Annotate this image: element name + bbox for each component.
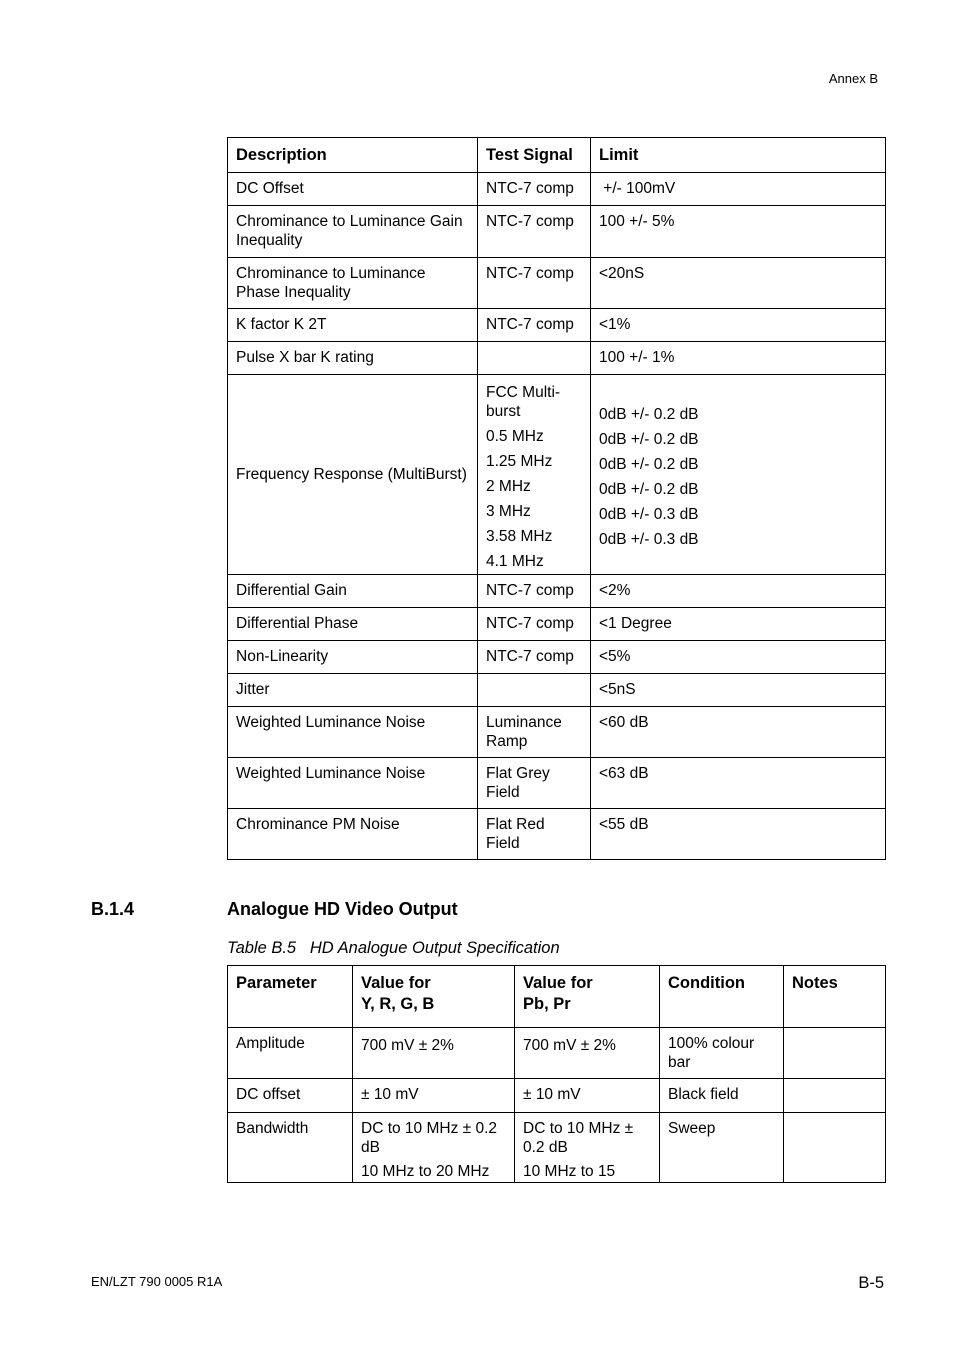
limit-line: 0dB +/- 0.3 dB	[599, 506, 699, 523]
limit-cell: <5%	[591, 641, 886, 674]
yrgb-cell	[353, 1028, 515, 1079]
running-header: Annex B	[828, 71, 878, 86]
hd-output-spec-table	[227, 965, 886, 1183]
document-id: EN/LZT 790 0005 R1A	[91, 1274, 223, 1289]
pbpr-cell	[515, 1113, 660, 1183]
signal-cell: NTC-7 comp	[478, 206, 591, 258]
limit-cell: <55 dB	[591, 809, 886, 860]
limit-cell: <1 Degree	[591, 608, 886, 641]
description-cell: Differential Phase	[228, 608, 478, 641]
signal-line: 4.1 MHz	[486, 553, 544, 570]
limit-cell: <63 dB	[591, 758, 886, 809]
section-number: B.1.4	[91, 899, 135, 919]
table-row-frequency-response	[228, 375, 886, 575]
table-row	[228, 809, 886, 860]
pbpr-cell	[515, 1028, 660, 1079]
signal-cell: NTC-7 comp	[478, 608, 591, 641]
signal-cell	[478, 674, 591, 707]
column-header: Value for Pb, Pr	[515, 966, 660, 1028]
table-header-row	[228, 966, 886, 1028]
table-row	[228, 575, 886, 608]
value-line: DC to 10 MHz ± 0.2 dB	[523, 1120, 634, 1156]
value-line: 10 MHz to 20 MHz	[361, 1163, 490, 1180]
signal-line: FCC Multi-burst	[486, 384, 561, 420]
pbpr-cell	[515, 1079, 660, 1113]
notes-cell	[784, 1079, 886, 1113]
parameter-cell: Amplitude	[228, 1028, 353, 1079]
table-row	[228, 1113, 886, 1183]
yrgb-cell	[353, 1079, 515, 1113]
condition-cell: 100% colour bar	[660, 1028, 784, 1079]
table-row	[228, 342, 886, 375]
limit-line: 0dB +/- 0.2 dB	[599, 481, 699, 498]
signal-line: 3.58 MHz	[486, 528, 553, 545]
table-row	[228, 309, 886, 342]
limit-cell: <5nS	[591, 674, 886, 707]
description-cell: Jitter	[228, 674, 478, 707]
description-cell: Frequency Response (MultiBurst)	[228, 375, 478, 575]
column-header: Test Signal	[478, 138, 591, 173]
signal-cell: Luminance Ramp	[478, 707, 591, 758]
table-row	[228, 206, 886, 258]
limit-cell: <20nS	[591, 258, 886, 309]
table-row	[228, 1079, 886, 1113]
limit-line: 0dB +/- 0.3 dB	[599, 531, 699, 548]
signal-cell: NTC-7 comp	[478, 309, 591, 342]
signal-cell: NTC-7 comp	[478, 575, 591, 608]
signal-line: 0.5 MHz	[486, 428, 544, 445]
signal-cell: Flat Red Field	[478, 809, 591, 860]
table-row	[228, 707, 886, 758]
description-cell: Chrominance to Luminance Phase Inequality	[228, 258, 478, 309]
signal-line: 3 MHz	[486, 503, 531, 520]
value-line: ± 10 mV	[523, 1086, 581, 1103]
notes-cell	[784, 1113, 886, 1183]
table-row	[228, 758, 886, 809]
description-cell: Weighted Luminance Noise	[228, 707, 478, 758]
description-cell: Weighted Luminance Noise	[228, 758, 478, 809]
column-header: Value for Y, R, G, B	[353, 966, 515, 1028]
column-header: Condition	[660, 966, 784, 1028]
signal-cell	[478, 375, 591, 575]
limit-cell: <60 dB	[591, 707, 886, 758]
table-row	[228, 1028, 886, 1079]
description-cell: Chrominance to Luminance Gain Inequality	[228, 206, 478, 258]
value-line: 700 mV ± 2%	[361, 1037, 454, 1054]
description-cell: Non-Linearity	[228, 641, 478, 674]
limit-cell: <1%	[591, 309, 886, 342]
limit-cell	[591, 375, 886, 575]
notes-cell	[784, 1028, 886, 1079]
column-header: Description	[228, 138, 478, 173]
table-header-row	[228, 138, 886, 173]
table-row	[228, 173, 886, 206]
column-header: Notes	[784, 966, 886, 1028]
description-cell: Chrominance PM Noise	[228, 809, 478, 860]
parameter-cell: DC offset	[228, 1079, 353, 1113]
limit-cell: <2%	[591, 575, 886, 608]
value-line: DC to 10 MHz ± 0.2 dB	[361, 1120, 497, 1156]
limit-line: 0dB +/- 0.2 dB	[599, 406, 699, 423]
signal-cell	[478, 342, 591, 375]
column-header: Parameter	[228, 966, 353, 1028]
table-row	[228, 608, 886, 641]
value-line: ± 10 mV	[361, 1086, 419, 1103]
limit-line: 0dB +/- 0.2 dB	[599, 431, 699, 448]
condition-cell: Sweep	[660, 1113, 784, 1183]
signal-cell: NTC-7 comp	[478, 641, 591, 674]
section-title: Analogue HD Video Output	[227, 899, 458, 919]
limit-cell: +/- 100mV	[591, 173, 886, 206]
signal-line: 1.25 MHz	[486, 453, 553, 470]
parameter-cell: Bandwidth	[228, 1113, 353, 1183]
value-line: 700 mV ± 2%	[523, 1037, 616, 1054]
table-row	[228, 641, 886, 674]
signal-cell: NTC-7 comp	[478, 173, 591, 206]
test-limits-table	[227, 137, 886, 860]
description-cell: DC Offset	[228, 173, 478, 206]
description-cell: Pulse X bar K rating	[228, 342, 478, 375]
yrgb-cell	[353, 1113, 515, 1183]
table-row	[228, 258, 886, 309]
value-line: 10 MHz to 15	[523, 1163, 616, 1180]
signal-line: 2 MHz	[486, 478, 531, 495]
limit-cell: 100 +/- 5%	[591, 206, 886, 258]
description-cell: K factor K 2T	[228, 309, 478, 342]
page-number: B-5	[858, 1274, 884, 1292]
table-row	[228, 674, 886, 707]
description-cell: Differential Gain	[228, 575, 478, 608]
table-caption: Table B.5 HD Analogue Output Specification	[227, 939, 560, 957]
column-header: Limit	[591, 138, 886, 173]
signal-cell: Flat Grey Field	[478, 758, 591, 809]
signal-cell: NTC-7 comp	[478, 258, 591, 309]
limit-cell: 100 +/- 1%	[591, 342, 886, 375]
limit-line: 0dB +/- 0.2 dB	[599, 456, 699, 473]
condition-cell: Black field	[660, 1079, 784, 1113]
